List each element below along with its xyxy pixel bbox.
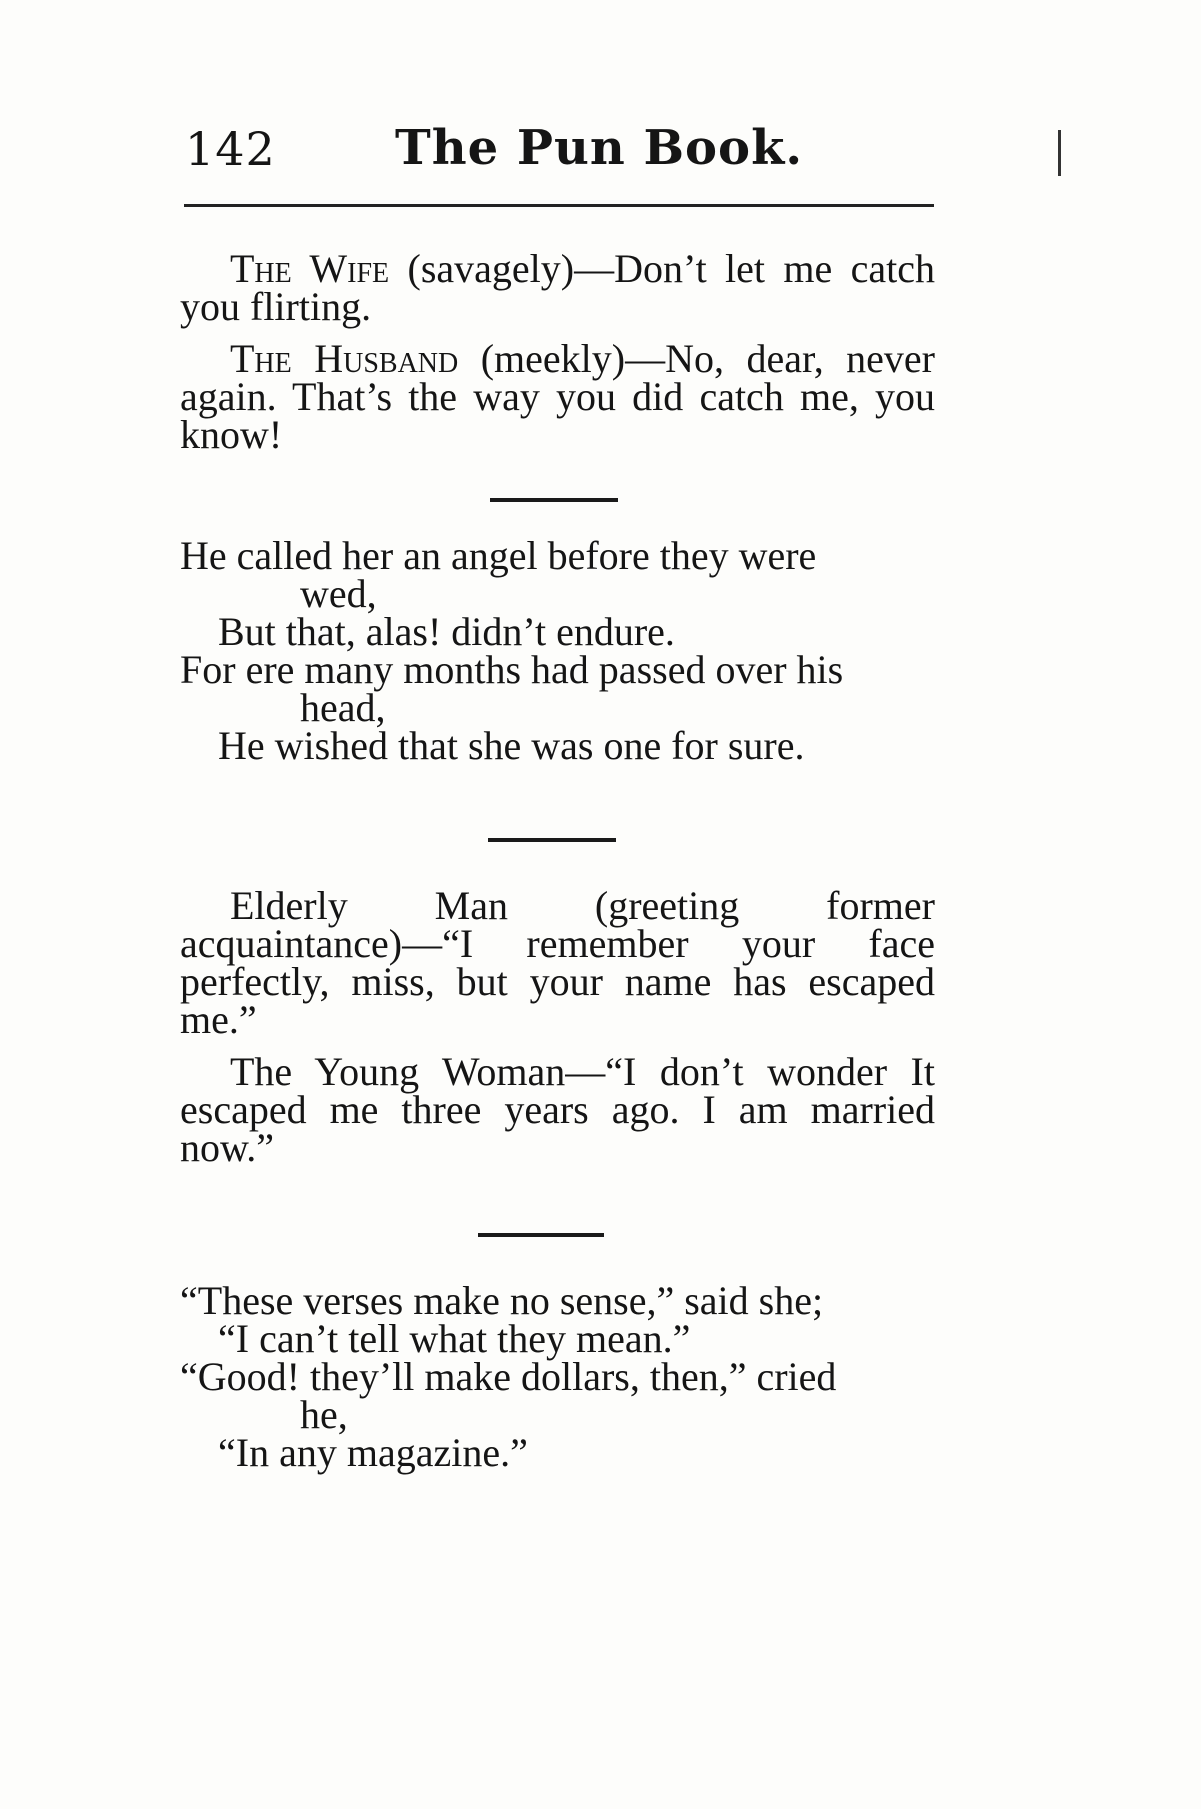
verse-line: But that, alas! didn’t endure. [218,609,675,654]
verse-line: head, [300,685,386,730]
running-title: The Pun Book. [395,120,804,176]
verse-line: He called her an angel before they were [180,533,817,578]
page-header [185,122,930,188]
verse-line: “These verses make no sense,” said she; [180,1278,824,1323]
verse-line: he, [300,1392,348,1437]
wife-line: (savagely)—Don’t let me catch you flirting. [180,246,935,329]
wife-label: The Wife [230,246,390,291]
dialogue-elderly-man [180,883,935,1181]
poem-verses [180,1278,935,1475]
verse-line: “Good! they’ll make dollars, then,” cried [180,1354,837,1399]
husband-label: The Husband [230,336,459,381]
section-separator [490,498,618,502]
verse-line: “In any magazine.” [218,1430,528,1475]
verse-line: “I can’t tell what they mean.” [218,1316,691,1361]
dialogue-wife-husband [180,246,935,468]
verse-line: For ere many months had passed over his [180,647,844,692]
section-separator [488,838,616,842]
edge-mark [1058,130,1061,176]
young-woman-paragraph: The Young Woman—“I don’t wonder It escaped me three years ago. I am married now.” [180,1049,935,1170]
page-number: 142 [185,122,276,176]
elderly-man-paragraph: Elderly Man (greeting former acquaintance)—“I remember your face perfectly, miss, but your name has escaped me.” [180,883,935,1042]
verse-line: wed, [300,571,377,616]
husband-paragraph [180,336,935,457]
section-separator [478,1233,604,1237]
husband-line: (meekly)—No, dear, never again. That’s the way you did catch me, you know! [180,336,935,457]
poem-angel [180,533,935,768]
verse-line: He wished that she was one for sure. [218,723,805,768]
wife-paragraph [180,246,935,329]
header-rule [184,204,934,207]
